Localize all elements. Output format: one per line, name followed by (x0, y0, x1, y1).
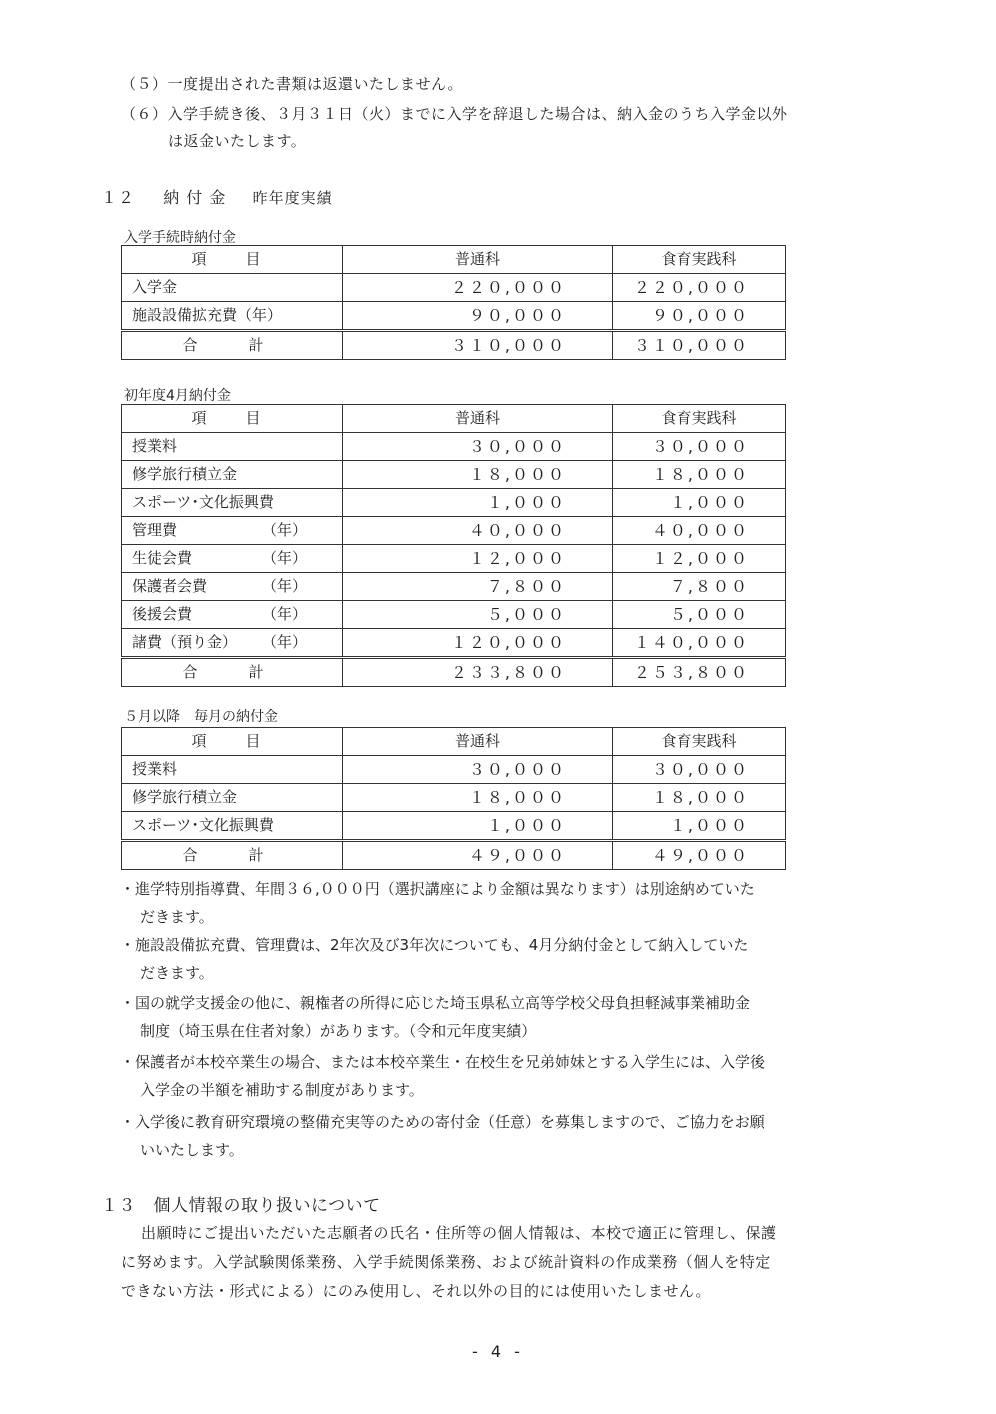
row-label: 授業料 (132, 760, 178, 778)
row-label: スポーツ･文化振興費 (132, 816, 274, 834)
row-label-suffix: （年） (262, 521, 308, 539)
bullet-item-continued: だきます。 (140, 908, 214, 926)
row-label-cell (122, 545, 343, 573)
row-label-cell (122, 489, 343, 517)
bullet-item: ・進学特別指導費、年間３６,０００円（選択講座により金額は異なります）は別途納めていた (120, 880, 755, 898)
general-course-amount: ３０,０００ (343, 433, 613, 461)
bullet-item: ・国の就学支援金の他に、親権者の所得に応じた埼玉県私立高等学校父母負担軽減事業補助金 (120, 994, 751, 1012)
table-total-row (122, 841, 786, 870)
bullet-item: ・保護者が本校卒業生の場合、または本校卒業生・在校生を兄弟姉妹とする入学生には、入学後 (120, 1053, 766, 1071)
note-6-continued: は返金いたします。 (168, 132, 307, 150)
table-header-row (122, 405, 786, 433)
page-number: - 4 - (472, 1342, 524, 1361)
table-row (122, 517, 786, 545)
general-course-total: ３１０,０００ (343, 331, 613, 360)
header-food-course: 食育実践科 (613, 246, 786, 274)
header-item: 項 目 (122, 405, 343, 433)
food-course-amount: １８,０００ (613, 784, 786, 812)
note-6: （６）入学手続き後、３月３１日（火）までに入学を辞退した場合は、納入金のうち入学金以外 (121, 105, 788, 123)
table-row (122, 489, 786, 517)
total-label: 合 計 (122, 331, 343, 360)
food-course-amount: １,０００ (613, 489, 786, 517)
section-13-paragraph-line-2: に努めます。入学試験関係業務、入学手続関係業務、および統計資料の作成業務（個人を特定 (121, 1253, 771, 1271)
row-label: 生徒会費 (132, 549, 193, 567)
section-13-paragraph-line-1: 出願時にご提出いただいた志願者の氏名・住所等の個人情報は、本校で適正に管理し、保護 (141, 1224, 777, 1242)
general-course-amount: ４０,０００ (343, 517, 613, 545)
table-row (122, 545, 786, 573)
general-course-amount: １２０,０００ (343, 629, 613, 658)
row-label-cell (122, 302, 343, 331)
total-label: 合 計 (122, 841, 343, 870)
header-general-course: 普通科 (343, 728, 613, 756)
general-course-amount: １８,０００ (343, 461, 613, 489)
row-label: 諸費（預り金） (132, 633, 238, 651)
general-course-amount: ９０,０００ (343, 302, 613, 331)
general-course-amount: ５,０００ (343, 601, 613, 629)
table-total-row (122, 331, 786, 360)
bullet-item: ・施設設備拡充費、管理費は、2年次及び3年次についても、4月分納付金として納入していた (120, 936, 749, 954)
row-label-cell (122, 573, 343, 601)
bullet-item-continued: 入学金の半額を補助する制度があります。 (140, 1081, 424, 1099)
row-label-suffix: （年） (262, 549, 308, 567)
food-course-amount: ５,０００ (613, 601, 786, 629)
food-course-amount: ３０,０００ (613, 433, 786, 461)
food-course-amount: １,０００ (613, 812, 786, 841)
table-row (122, 601, 786, 629)
table-row (122, 274, 786, 302)
table-total-row (122, 658, 786, 687)
section-12-heading (101, 185, 333, 208)
food-course-amount: ９０,０００ (613, 302, 786, 331)
row-label-cell (122, 274, 343, 302)
food-course-amount: ３０,０００ (613, 756, 786, 784)
bullet-item-continued: だきます。 (140, 964, 214, 982)
food-course-total: ３１０,０００ (613, 331, 786, 360)
food-course-amount: ４０,０００ (613, 517, 786, 545)
header-food-course: 食育実践科 (613, 405, 786, 433)
row-label-cell (122, 629, 343, 658)
table-row (122, 433, 786, 461)
april-fee-table (121, 404, 786, 687)
row-label: 修学旅行積立金 (132, 788, 238, 806)
enrollment-fee-table (121, 245, 786, 360)
table2-caption: 初年度4月納付金 (124, 388, 231, 404)
section-12-title: 納 付 金 (163, 188, 227, 207)
general-course-amount: １８,０００ (343, 784, 613, 812)
table-header-row (122, 246, 786, 274)
header-general-course: 普通科 (343, 246, 613, 274)
row-label: 後援会費 (132, 605, 193, 623)
table-row (122, 461, 786, 489)
table-row (122, 812, 786, 841)
food-course-amount: １８,０００ (613, 461, 786, 489)
general-course-total: ２３３,８００ (343, 658, 613, 687)
general-course-total: ４９,０００ (343, 841, 613, 870)
food-course-total: ４９,０００ (613, 841, 786, 870)
table-row (122, 629, 786, 658)
row-label-cell (122, 601, 343, 629)
table-row (122, 756, 786, 784)
row-label-cell (122, 812, 343, 841)
row-label-cell (122, 433, 343, 461)
section-12-subtitle: 昨年度実績 (252, 189, 333, 207)
table-row (122, 573, 786, 601)
table1-caption: 入学手続時納付金 (124, 230, 236, 246)
note-5: （５）一度提出された書類は返還いたしません。 (121, 75, 463, 93)
row-label: 修学旅行積立金 (132, 465, 238, 483)
food-course-amount: ７,８００ (613, 573, 786, 601)
row-label: 施設設備拡充費（年） (132, 306, 283, 324)
food-course-amount: １４０,０００ (613, 629, 786, 658)
section-13-paragraph-line-3: できない方法・形式による）にのみ使用し、それ以外の目的には使用いたしません。 (121, 1282, 711, 1300)
row-label-cell (122, 784, 343, 812)
food-course-total: ２５３,８００ (613, 658, 786, 687)
row-label-cell (122, 461, 343, 489)
bullet-item-continued: いいたします。 (140, 1141, 244, 1159)
row-label: 保護者会費 (132, 577, 208, 595)
general-course-amount: １２,０００ (343, 545, 613, 573)
table-header-row (122, 728, 786, 756)
row-label: 授業料 (132, 437, 178, 455)
row-label: スポーツ･文化振興費 (132, 493, 274, 511)
monthly-fee-table (121, 727, 786, 870)
header-food-course: 食育実践科 (613, 728, 786, 756)
bullet-item-continued: 制度（埼玉県在住者対象）があります。（令和元年度実績） (140, 1022, 537, 1040)
row-label: 入学金 (132, 278, 178, 296)
total-label: 合 計 (122, 658, 343, 687)
table-row (122, 784, 786, 812)
section-13-heading: １３ 個人情報の取り扱いについて (101, 1196, 381, 1216)
table3-caption: ５月以降 毎月の納付金 (124, 709, 278, 725)
bullet-item: ・入学後に教育研究環境の整備充実等のための寄付金（任意）を募集しますので、ご協力をお願 (120, 1113, 765, 1131)
header-item: 項 目 (122, 246, 343, 274)
header-general-course: 普通科 (343, 405, 613, 433)
row-label-cell (122, 756, 343, 784)
section-12-number: １２ (101, 188, 136, 207)
general-course-amount: ３０,０００ (343, 756, 613, 784)
row-label: 管理費 (132, 521, 178, 539)
general-course-amount: １,０００ (343, 489, 613, 517)
general-course-amount: １,０００ (343, 812, 613, 841)
header-item: 項 目 (122, 728, 343, 756)
row-label-suffix: （年） (262, 605, 308, 623)
row-label-suffix: （年） (262, 633, 308, 651)
food-course-amount: １２,０００ (613, 545, 786, 573)
general-course-amount: ２２０,０００ (343, 274, 613, 302)
row-label-suffix: （年） (262, 577, 308, 595)
general-course-amount: ７,８００ (343, 573, 613, 601)
food-course-amount: ２２０,０００ (613, 274, 786, 302)
table-row (122, 302, 786, 331)
row-label-cell (122, 517, 343, 545)
